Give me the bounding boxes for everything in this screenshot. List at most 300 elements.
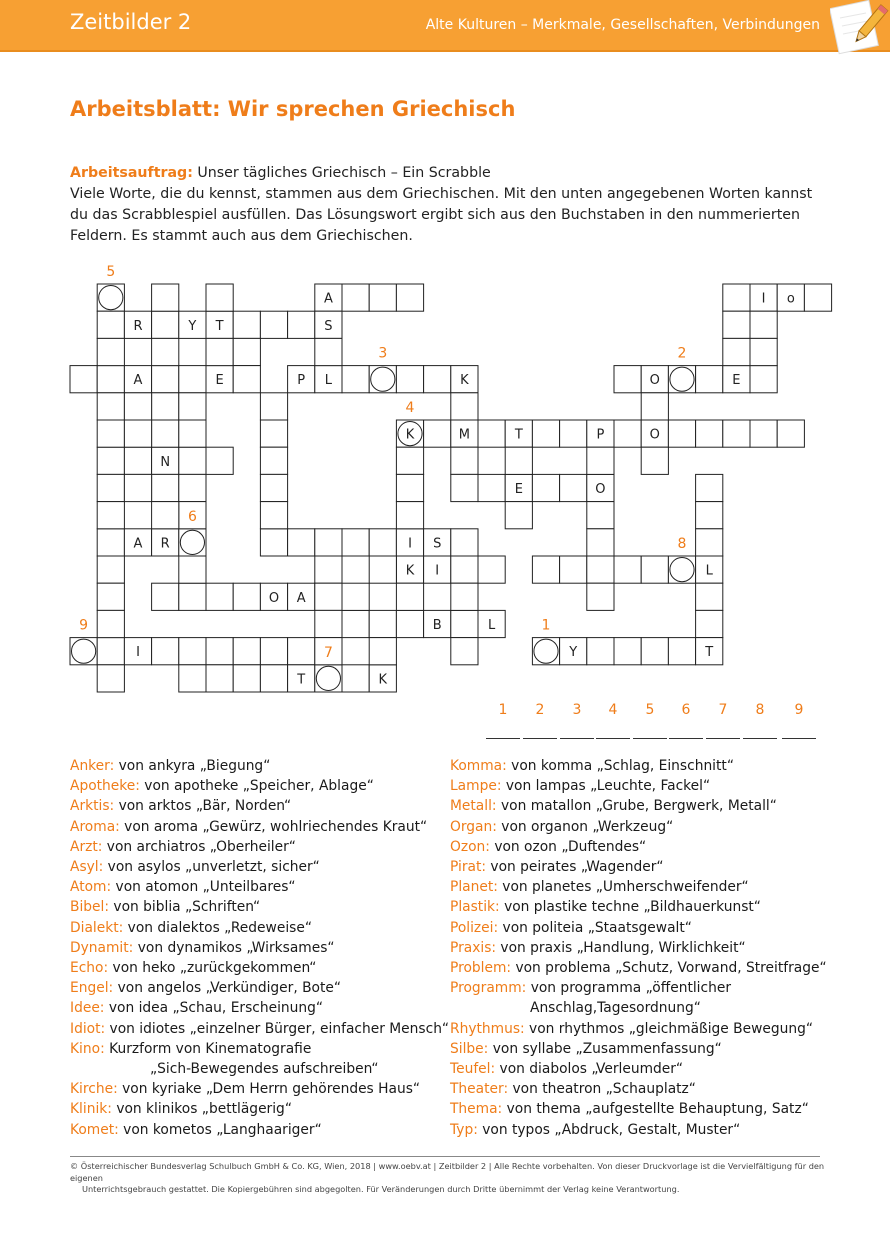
crossword-cell[interactable] <box>668 420 695 447</box>
solution-number: 2 <box>535 702 545 718</box>
crossword-cell[interactable] <box>451 529 478 556</box>
glossary-entry <box>70 776 449 796</box>
glossary-definition: von idiotes „einzelner Bürger, einfacher Mensch“ <box>105 1020 450 1037</box>
glossary-definition: von plastike techne „Bildhauerkunst“ <box>499 899 761 916</box>
solution-blank[interactable] <box>633 738 667 739</box>
crossword-cell[interactable] <box>97 638 124 665</box>
crossword-cell[interactable] <box>696 474 723 501</box>
glossary-definition: von angelos „Verkündiger, Bote“ <box>113 980 342 997</box>
glossary-word: Idiot: <box>70 1020 106 1037</box>
instruction-line: Feldern. Es stammt auch aus dem Griechischen. <box>70 228 413 244</box>
crossword-cell[interactable] <box>614 420 641 447</box>
crossword-cell[interactable] <box>396 610 423 637</box>
crossword-cell[interactable] <box>179 447 206 474</box>
glossary-definition: von kometos „Langhaariger“ <box>118 1121 322 1138</box>
crossword-cell[interactable] <box>315 556 342 583</box>
glossary-definition: von dialektos „Redeweise“ <box>123 919 312 936</box>
glossary-entry <box>70 918 449 938</box>
crossword-cell[interactable] <box>587 447 614 474</box>
crossword-cell[interactable] <box>369 529 396 556</box>
crossword-cell[interactable] <box>206 447 233 474</box>
glossary-entry <box>70 837 449 857</box>
glossary-word: Kirche: <box>70 1081 118 1098</box>
crossword-cell[interactable] <box>614 366 641 393</box>
crossword-cell[interactable] <box>179 474 206 501</box>
crossword-cell[interactable] <box>233 366 260 393</box>
glossary-word: Lampe: <box>450 778 502 795</box>
glossary-word: Ozon: <box>450 838 490 855</box>
glossary-definition: von organon „Werkzeug“ <box>496 818 674 835</box>
glossary-entry <box>450 1019 827 1039</box>
crossword-cell[interactable] <box>260 529 287 556</box>
given-letter: E <box>215 373 224 389</box>
given-letter: P <box>596 427 605 443</box>
field-number: 3 <box>378 345 388 362</box>
crossword-cell[interactable] <box>451 447 478 474</box>
glossary-entry <box>450 978 827 998</box>
crossword-cell[interactable] <box>233 638 260 665</box>
crossword-cell[interactable] <box>750 366 777 393</box>
crossword-cell[interactable] <box>179 638 206 665</box>
solution-blank[interactable] <box>560 738 594 739</box>
crossword-cell[interactable] <box>750 338 777 365</box>
solution-blank[interactable] <box>669 738 703 739</box>
glossary-definition: von syllabe „Zusammenfassung“ <box>488 1040 722 1057</box>
glossary-entry <box>450 1079 827 1099</box>
glossary-definition: von ozon „Duftendes“ <box>489 838 647 855</box>
solution-blank[interactable] <box>486 738 520 739</box>
glossary-word: Apotheke: <box>70 778 140 795</box>
glossary-definition: von aroma „Gewürz, wohlriechendes Kraut“ <box>119 818 428 835</box>
crossword-cell[interactable] <box>750 311 777 338</box>
crossword-cell[interactable] <box>587 638 614 665</box>
crossword-cell[interactable] <box>233 665 260 692</box>
glossary-word: Rhythmus: <box>450 1020 525 1037</box>
page-title: Arbeitsblatt: Wir sprechen Griechisch <box>70 97 516 121</box>
glossary-definition: von apotheke „Speicher, Ablage“ <box>139 778 374 795</box>
given-letter: O <box>268 590 280 606</box>
glossary-entry <box>70 897 449 917</box>
crossword-cell[interactable] <box>532 474 559 501</box>
crossword-cell[interactable] <box>260 447 287 474</box>
glossary-entry <box>70 1059 449 1079</box>
chapter-title: Alte Kulturen – Merkmale, Gesellschaften, Verbindungen <box>425 17 820 33</box>
glossary-entry <box>450 1099 827 1119</box>
task-label: Arbeitsauftrag: <box>70 165 193 181</box>
glossary-word: Teufel: <box>450 1061 496 1078</box>
crossword-cell[interactable] <box>668 556 695 583</box>
glossary-word: Engel: <box>70 980 114 997</box>
crossword-cell[interactable] <box>260 638 287 665</box>
glossary-entry <box>450 958 827 978</box>
crossword-cell[interactable] <box>97 502 124 529</box>
crossword-cell[interactable] <box>152 583 179 610</box>
glossary-definition: von thema „aufgestellte Behauptung, Satz“ <box>502 1101 809 1118</box>
glossary-word: Komet: <box>70 1121 119 1138</box>
glossary-definition: Anschlag,Tagesordnung“ <box>530 1000 701 1017</box>
given-letter: L <box>487 618 496 633</box>
crossword-cell[interactable] <box>478 474 505 501</box>
glossary-word: Dialekt: <box>70 919 124 936</box>
glossary-definition: von programma „öffentlicher <box>526 980 732 997</box>
crossword-cell[interactable] <box>342 284 369 311</box>
crossword-cell[interactable] <box>396 502 423 529</box>
crossword-cell[interactable] <box>641 393 668 420</box>
glossary-entry <box>450 817 827 837</box>
given-letter: N <box>160 454 171 470</box>
crossword-cell[interactable] <box>668 366 695 393</box>
given-letter: O <box>595 482 606 497</box>
solution-blank[interactable] <box>596 738 630 739</box>
glossary-word: Arktis: <box>70 798 115 815</box>
crossword-cell[interactable] <box>614 556 641 583</box>
glossary-definition: von biblia „Schriften“ <box>109 899 261 916</box>
field-number: 7 <box>323 644 333 661</box>
crossword-cell[interactable] <box>587 556 614 583</box>
glossary-definition: von heko „zurückgekommen“ <box>108 960 317 977</box>
crossword-cell[interactable] <box>97 474 124 501</box>
crossword-cell[interactable] <box>97 338 124 365</box>
crossword-cell[interactable] <box>152 502 179 529</box>
solution-number: 7 <box>718 702 728 718</box>
glossary-definition: von politeia „Staatsgewalt“ <box>498 919 692 936</box>
crossword-cell[interactable] <box>451 393 478 420</box>
solution-blank[interactable] <box>782 738 816 739</box>
crossword-cell[interactable] <box>451 474 478 501</box>
solution-blank[interactable] <box>743 738 777 739</box>
glossary-entry <box>70 1039 449 1059</box>
crossword-cell[interactable] <box>97 583 124 610</box>
glossary-right <box>450 756 827 1140</box>
crossword-cell[interactable] <box>369 556 396 583</box>
crossword-cell[interactable] <box>696 529 723 556</box>
crossword-cell[interactable] <box>342 529 369 556</box>
crossword-cell[interactable] <box>260 393 287 420</box>
glossary-word: Anker: <box>70 758 115 774</box>
crossword-cell[interactable] <box>179 420 206 447</box>
crossword-cell[interactable] <box>260 420 287 447</box>
glossary-word: Atom: <box>70 879 112 896</box>
crossword-cell[interactable] <box>804 284 831 311</box>
given-letter: O <box>649 427 660 443</box>
crossword-cell[interactable] <box>152 338 179 365</box>
glossary-word: Typ: <box>450 1121 478 1138</box>
given-letter: S <box>433 536 442 552</box>
glossary-word: Arzt: <box>70 838 103 855</box>
crossword-cell[interactable] <box>233 338 260 365</box>
solution-number: 5 <box>645 702 655 718</box>
footer-divider <box>70 1156 820 1157</box>
crossword-cell[interactable] <box>288 638 315 665</box>
given-letter: I <box>761 291 766 307</box>
glossary-definition: von problema „Schutz, Vorwand, Streitfrage“ <box>511 960 827 977</box>
glossary-entry <box>70 877 449 897</box>
glossary-entry <box>450 756 827 776</box>
crossword-cell[interactable] <box>260 665 287 692</box>
crossword-cell[interactable] <box>396 474 423 501</box>
crossword-cell[interactable] <box>97 366 124 393</box>
glossary-definition: von lampas „Leuchte, Fackel“ <box>501 778 711 795</box>
solution-blank[interactable] <box>706 738 740 739</box>
given-letter: K <box>405 563 415 579</box>
crossword-cell[interactable] <box>587 529 614 556</box>
crossword-cell[interactable] <box>206 665 233 692</box>
crossword-cell[interactable] <box>97 393 124 420</box>
given-letter: I <box>408 536 412 552</box>
crossword-cell[interactable] <box>97 556 124 583</box>
crossword-cell[interactable] <box>369 366 396 393</box>
glossary-entry <box>450 998 827 1018</box>
crossword-cell[interactable] <box>641 556 668 583</box>
crossword-cell[interactable] <box>152 393 179 420</box>
crossword-cell[interactable] <box>179 393 206 420</box>
crossword-cell[interactable] <box>532 420 559 447</box>
crossword-cell[interactable] <box>342 366 369 393</box>
crossword-cell[interactable] <box>396 583 423 610</box>
glossary-definition: von diabolos „Verleumder“ <box>495 1061 684 1078</box>
glossary-definition: Kurzform von Kinematografie <box>104 1040 312 1057</box>
crossword-cell[interactable] <box>233 583 260 610</box>
glossary-entry <box>70 1099 449 1119</box>
crossword-cell[interactable] <box>152 474 179 501</box>
crossword-cell[interactable] <box>560 420 587 447</box>
crossword-cell[interactable] <box>315 529 342 556</box>
crossword-cell[interactable] <box>152 311 179 338</box>
crossword-cell[interactable] <box>396 366 423 393</box>
glossary-word: Planet: <box>450 879 498 896</box>
crossword-cell[interactable] <box>206 338 233 365</box>
crossword-cell[interactable] <box>369 284 396 311</box>
glossary-word: Klinik: <box>70 1101 112 1118</box>
glossary-entry <box>70 857 449 877</box>
glossary-definition: „Sich-Bewegendes aufschreiben“ <box>150 1061 379 1078</box>
glossary-word: Theater: <box>450 1081 509 1098</box>
crossword-cell[interactable] <box>97 311 124 338</box>
crossword-cell[interactable] <box>777 420 804 447</box>
copyright-line: © Österreichischer Bundesverlag Schulbuch GmbH & Co. KG, Wien, 2018 | www.oebv.at | Zeitbilder 2 | Alle Rechte vorbehalten. Von dieser Druckvorlage ist die Vervielfältigung für den eigenen <box>70 1161 825 1183</box>
crossword-cell[interactable] <box>179 556 206 583</box>
solution-number: 1 <box>498 702 508 718</box>
glossary-entry <box>70 1019 449 1039</box>
task-text: Unser tägliches Griechisch – Ein Scrabble <box>192 165 491 181</box>
crossword-cell[interactable] <box>97 420 124 447</box>
crossword-cell[interactable] <box>97 610 124 637</box>
crossword-cell[interactable] <box>152 366 179 393</box>
footer <box>70 1161 830 1196</box>
field-number: 8 <box>677 536 687 552</box>
glossary-entry <box>450 938 827 958</box>
given-letter: P <box>297 373 306 389</box>
crossword-cell[interactable] <box>641 638 668 665</box>
crossword-cell[interactable] <box>696 610 723 637</box>
field-number: 2 <box>677 345 687 362</box>
given-letter: M <box>458 427 471 443</box>
glossary-word: Organ: <box>450 818 497 835</box>
crossword-cell[interactable] <box>179 665 206 692</box>
solution-number: 6 <box>681 702 691 718</box>
crossword-cell[interactable] <box>723 311 750 338</box>
crossword-cell[interactable] <box>124 474 151 501</box>
crossword-cell[interactable] <box>532 556 559 583</box>
given-letter: T <box>215 318 224 334</box>
glossary-entry <box>70 1120 449 1140</box>
glossary-word: Bibel: <box>70 899 110 916</box>
glossary-entry <box>70 998 449 1018</box>
given-letter: L <box>324 373 333 389</box>
crossword-cell[interactable] <box>97 665 124 692</box>
crossword-cell[interactable] <box>342 665 369 692</box>
crossword-cell[interactable] <box>369 638 396 665</box>
given-letter: A <box>133 373 143 389</box>
glossary-word: Metall: <box>450 798 497 815</box>
crossword-cell[interactable] <box>587 502 614 529</box>
crossword-cell[interactable] <box>315 583 342 610</box>
crossword-cell[interactable] <box>342 610 369 637</box>
glossary-entry <box>450 796 827 816</box>
glossary-definition: von arktos „Bär, Norden“ <box>114 798 292 815</box>
crossword-cell[interactable] <box>206 583 233 610</box>
crossword-cell[interactable] <box>696 366 723 393</box>
glossary-word: Silbe: <box>450 1040 489 1057</box>
crossword-cell[interactable] <box>97 447 124 474</box>
crossword-cell[interactable] <box>396 447 423 474</box>
given-letter: I <box>435 563 440 579</box>
given-letter: S <box>324 318 333 334</box>
crossword-cell[interactable] <box>696 502 723 529</box>
crossword-cell[interactable] <box>451 610 478 637</box>
crossword-cell[interactable] <box>152 638 179 665</box>
glossary-word: Polizei: <box>450 919 499 936</box>
given-letter: K <box>460 373 469 389</box>
given-letter: K <box>378 672 388 688</box>
crossword-cell[interactable] <box>124 393 151 420</box>
crossword-cell[interactable] <box>641 447 668 474</box>
crossword-cell[interactable] <box>424 366 451 393</box>
glossary-definition: von kyriake „Dem Herrn gehörendes Haus“ <box>117 1081 421 1098</box>
glossary-definition: von matallon „Grube, Bergwerk, Metall“ <box>496 798 777 815</box>
crossword-cell[interactable] <box>723 420 750 447</box>
given-letter: L <box>705 563 713 579</box>
glossary-word: Asyl: <box>70 859 104 876</box>
instruction-line: Viele Worte, die du kennst, stammen aus dem Griechischen. Mit den unten angegebenen Worten kannst <box>70 186 813 202</box>
glossary-word: Thema: <box>450 1101 503 1118</box>
crossword-cell[interactable] <box>696 583 723 610</box>
crossword-cell[interactable] <box>451 638 478 665</box>
crossword-cell[interactable] <box>124 420 151 447</box>
crossword-cell[interactable] <box>288 311 315 338</box>
glossary-entry <box>70 958 449 978</box>
glossary-word: Echo: <box>70 960 109 977</box>
given-letter: Y <box>188 318 197 334</box>
crossword-cell[interactable] <box>723 338 750 365</box>
glossary-definition: von praxis „Handlung, Wirklichkeit“ <box>496 939 746 956</box>
crossword-cell[interactable] <box>505 502 532 529</box>
crossword-cell[interactable] <box>750 420 777 447</box>
glossary-entry <box>70 796 449 816</box>
glossary-word: Dynamit: <box>70 939 134 956</box>
given-letter: T <box>297 672 306 688</box>
given-letter: T <box>514 427 523 443</box>
given-letter: O <box>649 373 660 389</box>
crossword-cell[interactable] <box>560 474 587 501</box>
instruction-line: du das Scrabblespiel ausfüllen. Das Lösungswort ergibt sich aus den Buchstaben in den nummerierten <box>70 207 800 223</box>
crossword-cell[interactable] <box>152 420 179 447</box>
crossword-cell[interactable] <box>288 529 315 556</box>
given-letter: A <box>323 291 333 307</box>
crossword-cell[interactable] <box>97 284 124 311</box>
glossary-definition: von idea „Schau, Erscheinung“ <box>104 1000 324 1017</box>
crossword-cell[interactable] <box>70 366 97 393</box>
crossword-cell[interactable] <box>478 420 505 447</box>
series-title: Zeitbilder 2 <box>70 10 192 34</box>
glossary-word: Komma: <box>450 758 507 774</box>
glossary-entry <box>450 1059 827 1079</box>
given-letter: E <box>732 373 741 389</box>
crossword-cell[interactable] <box>97 529 124 556</box>
glossary-definition: von komma „Schlag, Einschnitt“ <box>506 758 734 774</box>
crossword-cell[interactable] <box>424 420 451 447</box>
crossword-cell[interactable] <box>260 502 287 529</box>
crossword-cell[interactable] <box>451 556 478 583</box>
given-letter: E <box>514 482 523 497</box>
glossary-entry <box>450 857 827 877</box>
crossword-cell[interactable] <box>696 420 723 447</box>
crossword-cell[interactable] <box>587 583 614 610</box>
crossword-cell[interactable] <box>152 284 179 311</box>
glossary-entry <box>70 1079 449 1099</box>
crossword-cell[interactable] <box>560 556 587 583</box>
solution-blank[interactable] <box>523 738 557 739</box>
crossword-cell[interactable] <box>260 474 287 501</box>
crossword-cell[interactable] <box>206 284 233 311</box>
given-letter: o <box>786 291 795 307</box>
crossword-cell[interactable] <box>451 583 478 610</box>
glossary-entry <box>70 817 449 837</box>
glossary-definition: von planetes „Umherschweifender“ <box>497 879 749 896</box>
solution-number: 4 <box>608 702 618 718</box>
crossword-cell[interactable] <box>70 638 97 665</box>
crossword-cell[interactable] <box>315 665 342 692</box>
crossword-cell[interactable] <box>369 610 396 637</box>
crossword-cell[interactable] <box>233 311 260 338</box>
crossword-cell[interactable] <box>260 311 287 338</box>
field-number: 9 <box>79 617 89 634</box>
crossword-cell[interactable] <box>179 366 206 393</box>
glossary-definition: von klinikos „bettlägerig“ <box>111 1101 292 1118</box>
glossary-entry <box>70 938 449 958</box>
crossword-cell[interactable] <box>723 284 750 311</box>
glossary-word: Problem: <box>450 960 512 977</box>
crossword-cell[interactable] <box>179 583 206 610</box>
crossword-cell[interactable] <box>206 638 233 665</box>
crossword-cell[interactable] <box>124 447 151 474</box>
crossword-cell[interactable] <box>614 638 641 665</box>
crossword-cell[interactable] <box>315 610 342 637</box>
crossword-cell[interactable] <box>668 638 695 665</box>
given-letter: K <box>405 427 415 443</box>
crossword-cell[interactable] <box>396 284 423 311</box>
crossword-cell[interactable] <box>179 529 206 556</box>
crossword-cell[interactable] <box>315 338 342 365</box>
copyright-line-2: Unterrichtsgebrauch gestattet. Die Kopiergebühren sind abgegolten. Für Veränderungen durch Dritte übernimmt der Verlag keine Verantwortung. <box>82 1184 680 1194</box>
field-number: 1 <box>541 617 551 634</box>
crossword-cell[interactable] <box>478 556 505 583</box>
crossword-cell[interactable] <box>505 447 532 474</box>
glossary-word: Praxis: <box>450 939 497 956</box>
glossary-left <box>70 756 449 1140</box>
crossword-cell[interactable] <box>532 638 559 665</box>
crossword-cell[interactable] <box>342 583 369 610</box>
